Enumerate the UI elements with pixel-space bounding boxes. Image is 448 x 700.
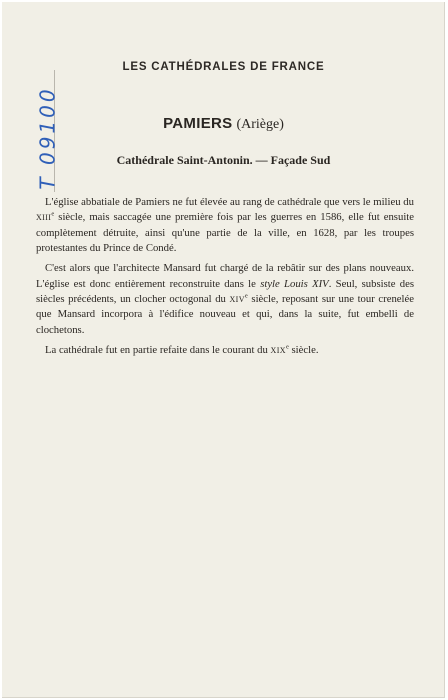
- century-suffix: e: [244, 292, 248, 300]
- paragraph-3-text-a: La cathédrale fut en partie refaite dans le courant du: [45, 343, 271, 356]
- century-suffix: e: [285, 343, 289, 351]
- style-italic: style Louis XIV: [260, 277, 329, 290]
- handwritten-reference-number: T 09100: [35, 86, 60, 190]
- paragraph-2-text-a: C'est alors que l'architecte Mansard fut chargé de la rebâtir sur des plans nouveaux. L'église est donc entièrement reconstruite dans le: [36, 262, 414, 290]
- title-line: [2, 115, 445, 133]
- paragraph-3-text-b: siècle.: [288, 343, 319, 356]
- paragraph-1-text-a: L'église abbatiale de Pamiers ne fut élevée au rang de cathédrale que vers le milieu du: [45, 196, 414, 208]
- paragraph-1: [36, 195, 414, 257]
- page-title: PAMIERS: [163, 115, 233, 132]
- description-text: [36, 195, 414, 363]
- century-suffix: e: [51, 210, 55, 218]
- century-label: XIX: [270, 345, 286, 355]
- century-label: XIII: [36, 213, 52, 223]
- paragraph-2-text-b: . Seul, subsiste des siècles précédents, un clocher octogonal du: [36, 277, 414, 306]
- paragraph-2-text-c: siècle, reposant sur une tour crenelée que Mansard incorpora à l'édifice nouveau et qui, dans la suite, fut embelli de clochetons.: [36, 293, 414, 336]
- region-label: (Ariège): [236, 117, 284, 132]
- subtitle: Cathédrale Saint-Antonin. — Façade Sud: [116, 153, 331, 167]
- paragraph-3: [36, 343, 414, 358]
- century-label: XIV: [229, 295, 245, 305]
- paragraph-2: [36, 261, 414, 338]
- postcard-back: [2, 2, 445, 698]
- series-header: LES CATHÉDRALES DE FRANCE: [122, 61, 325, 73]
- paragraph-1-text-b: siècle, mais saccagée une première fois par les guerres en 1586, elle fut ensuite complètement détruite, ainsi qu'une partie de la ville, en 1628, par les troupes protestantes du Prince de Condé.: [36, 211, 414, 255]
